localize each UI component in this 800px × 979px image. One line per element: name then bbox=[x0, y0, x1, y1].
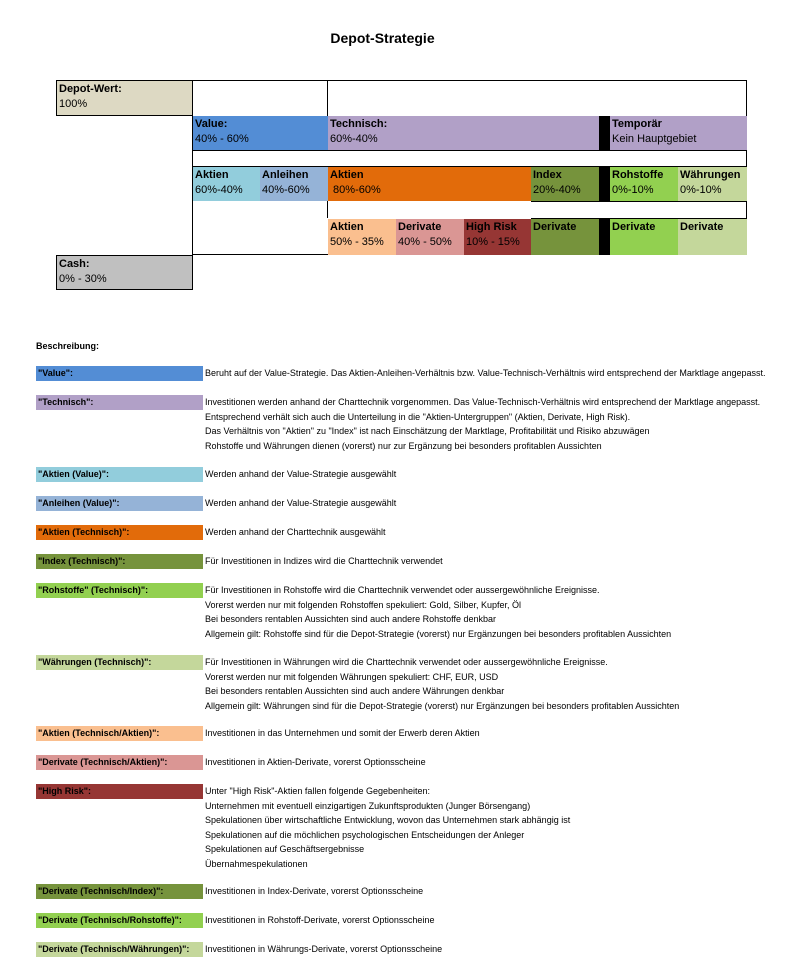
aktien-value-label: Aktien bbox=[195, 169, 229, 181]
technisch-label: Technisch: bbox=[330, 118, 388, 130]
description-line: Bei besonders rentablen Aussichten sind auch andere Währungen denkbar bbox=[205, 686, 505, 697]
divider bbox=[192, 150, 747, 151]
description-text bbox=[205, 784, 570, 872]
cash-cell bbox=[56, 255, 193, 290]
aktien-sub-value: 50% - 35% bbox=[330, 236, 384, 248]
derivate-waehrungen-cell bbox=[678, 219, 747, 255]
rohstoffe-cell bbox=[610, 167, 678, 201]
description-text bbox=[205, 583, 671, 641]
derivate-waehrungen-label: Derivate bbox=[680, 221, 724, 233]
aktien-sub-label: Aktien bbox=[330, 221, 364, 233]
description-label: "Technisch": bbox=[36, 395, 203, 410]
technisch-cell bbox=[328, 116, 599, 150]
description-line: Allgemein gilt: Rohstoffe sind für die Depot-Strategie (vorerst) nur Ergänzungen bei besonders profitablen Aussichten bbox=[205, 628, 672, 639]
divider bbox=[327, 201, 328, 218]
description-line: Vorerst werden nur mit folgenden Rohstoffen spekuliert: Gold, Silber, Kupfer, Öl bbox=[205, 599, 522, 610]
description-line: Spekulationen über wirtschaftliche Entwicklung, wovon das Unternehmen stark abhängig ist bbox=[205, 815, 571, 826]
description-line: Werden anhand der Charttechnik ausgewählt bbox=[205, 527, 386, 537]
temporaer-label: Temporär bbox=[612, 118, 662, 130]
description-label: "Index (Technisch)": bbox=[36, 554, 203, 569]
description-line: Allgemein gilt: Währungen sind für die Depot-Strategie (vorerst) nur Ergänzungen bei besonders profitablen Aussichten bbox=[205, 700, 680, 711]
page-title: Depot-Strategie bbox=[330, 30, 435, 46]
description-label: "Währungen (Technisch)": bbox=[36, 655, 203, 670]
description-line: Investitionen werden anhand der Charttechnik vorgenommen. Das Value-Technisch-Verhältnis wird entsprechend der Marktlage angepasst. bbox=[205, 397, 761, 407]
index-value: 20%-40% bbox=[533, 184, 581, 196]
derivate-sub-label: Derivate bbox=[398, 221, 442, 233]
aktien-technisch-label: Aktien bbox=[330, 169, 364, 181]
high-risk-cell bbox=[464, 219, 531, 255]
description-label: "Aktien (Technisch/Aktien)": bbox=[36, 726, 203, 741]
description-text bbox=[205, 554, 443, 569]
description-line: Unternehmen mit eventuell einzigartigen Zukunftsprodukten (Junger Börsengang) bbox=[205, 800, 531, 811]
description-line: Für Investitionen in Rohstoffe wird die Charttechnik verwendet oder aussergewöhnliche Ereignisse. bbox=[205, 585, 600, 595]
description-line: Übernahmespekulationen bbox=[205, 858, 308, 869]
description-label: "High Risk": bbox=[36, 784, 203, 799]
description-text bbox=[205, 525, 385, 540]
temporaer-marker bbox=[599, 219, 610, 255]
temporaer-value: Kein Hauptgebiet bbox=[612, 133, 697, 145]
technisch-value: 60%-40% bbox=[330, 133, 378, 145]
description-text bbox=[205, 467, 396, 482]
aktien-technisch-value: 80%-60% bbox=[330, 184, 381, 196]
aktien-value-value: 60%-40% bbox=[195, 184, 243, 196]
derivate-sub-cell bbox=[396, 219, 464, 255]
description-label: "Aktien (Technisch)": bbox=[36, 525, 203, 540]
description-label: "Derivate (Technisch/Aktien)": bbox=[36, 755, 203, 770]
description-line: Spekulationen auf Geschäftsergebnisse bbox=[205, 844, 365, 855]
description-line: Vorerst werden nur mit folgenden Währungen spekuliert: CHF, EUR, USD bbox=[205, 671, 499, 682]
description-text bbox=[205, 913, 434, 928]
beschreibung-heading: Beschreibung: bbox=[36, 341, 100, 351]
depot-wert-label: Depot-Wert: bbox=[59, 83, 122, 95]
description-text bbox=[205, 755, 426, 770]
anleihen-value-cell bbox=[260, 167, 328, 201]
description-text bbox=[205, 726, 480, 741]
high-risk-label: High Risk bbox=[466, 221, 517, 233]
divider bbox=[531, 201, 747, 202]
aktien-value-cell bbox=[193, 167, 260, 201]
derivate-rohstoffe-cell bbox=[610, 219, 678, 255]
waehrungen-label: Währungen bbox=[680, 169, 741, 181]
description-text bbox=[205, 395, 760, 453]
description-label: "Anleihen (Value)": bbox=[36, 496, 203, 511]
temporaer-marker bbox=[599, 167, 610, 201]
value-cell bbox=[193, 116, 328, 150]
depot-wert-cell bbox=[56, 80, 193, 116]
description-text bbox=[205, 884, 423, 899]
rohstoffe-label: Rohstoffe bbox=[612, 169, 664, 181]
value-label: Value: bbox=[195, 118, 228, 130]
description-label: "Derivate (Technisch/Währungen)": bbox=[36, 942, 203, 957]
rohstoffe-value: 0%-10% bbox=[612, 184, 654, 196]
description-label: "Derivate (Technisch/Index)": bbox=[36, 884, 203, 899]
description-label: "Value": bbox=[36, 366, 203, 381]
description-line: Investitionen in Index-Derivate, vorerst Optionsscheine bbox=[205, 886, 424, 896]
high-risk-value: 10% - 15% bbox=[466, 236, 520, 248]
description-line: Das Verhältnis von "Aktien" zu "Index" ist nach Einschätzung der Marktlage, Profitabilität und Risiko abzuwägen bbox=[205, 426, 650, 437]
description-line: Für Investitionen in Währungen wird die Charttechnik verwendet oder aussergewöhnliche Ereignisse. bbox=[205, 657, 608, 667]
description-line: Werden anhand der Value-Strategie ausgewählt bbox=[205, 469, 397, 479]
derivate-index-label: Derivate bbox=[533, 221, 577, 233]
depot-wert-value: 100% bbox=[59, 98, 88, 110]
description-text bbox=[205, 366, 765, 381]
description-line: Werden anhand der Value-Strategie ausgewählt bbox=[205, 498, 397, 508]
temporaer-cell bbox=[610, 116, 747, 150]
waehrungen-cell bbox=[678, 167, 747, 201]
description-line: Spekulationen auf die möchlichen psychologischen Entscheidungen der Anleger bbox=[205, 829, 525, 840]
description-line: Investitionen in Aktien-Derivate, vorerst Optionsscheine bbox=[205, 757, 426, 767]
description-label: "Rohstoffe" (Technisch)": bbox=[36, 583, 203, 598]
description-line: Unter "High Risk"-Aktien fallen folgende Gegebenheiten: bbox=[205, 786, 431, 796]
description-label: "Aktien (Value)": bbox=[36, 467, 203, 482]
description-text bbox=[205, 655, 679, 713]
description-text bbox=[205, 942, 442, 957]
waehrungen-value: 0%-10% bbox=[680, 184, 722, 196]
description-line: Für Investitionen in Indizes wird die Charttechnik verwendet bbox=[205, 556, 443, 566]
divider bbox=[327, 80, 328, 116]
aktien-sub-cell bbox=[328, 219, 396, 255]
description-line: Bei besonders rentablen Aussichten sind auch andere Rohstoffe denkbar bbox=[205, 614, 497, 625]
description-line: Rohstoffe und Währungen dienen (vorerst) nur zur Ergänzung bei besonders profitablen Aussichten bbox=[205, 440, 602, 451]
index-cell bbox=[531, 167, 599, 201]
value-value: 40% - 60% bbox=[195, 133, 249, 145]
anleihen-value-label: Anleihen bbox=[262, 169, 309, 181]
cash-label: Cash: bbox=[59, 258, 90, 270]
description-line: Entsprechend verhält sich auch die Unterteilung in die "Aktien-Untergruppen" (Aktien, Derivate, High Risk). bbox=[205, 411, 631, 422]
description-line: Investitionen in Rohstoff-Derivate, vorerst Optionsscheine bbox=[205, 915, 435, 925]
cash-value: 0% - 30% bbox=[59, 273, 107, 285]
derivate-sub-value: 40% - 50% bbox=[398, 236, 452, 248]
description-line: Investitionen in das Unternehmen und somit der Erwerb deren Aktien bbox=[205, 728, 480, 738]
derivate-index-cell bbox=[531, 219, 599, 255]
aktien-technisch-cell bbox=[328, 167, 531, 201]
derivate-rohstoffe-label: Derivate bbox=[612, 221, 656, 233]
description-text bbox=[205, 496, 396, 511]
anleihen-value-value: 40%-60% bbox=[262, 184, 310, 196]
description-line: Beruht auf der Value-Strategie. Das Aktien-Anleihen-Verhältnis bzw. Value-Technisch-Verhältnis wird entsprechend der Marktlage angepasst. bbox=[205, 368, 766, 378]
temporaer-marker bbox=[599, 116, 610, 150]
description-line: Investitionen in Währungs-Derivate, vorerst Optionsscheine bbox=[205, 944, 443, 954]
description-label: "Derivate (Technisch/Rohstoffe)": bbox=[36, 913, 203, 928]
index-label: Index bbox=[533, 169, 562, 181]
